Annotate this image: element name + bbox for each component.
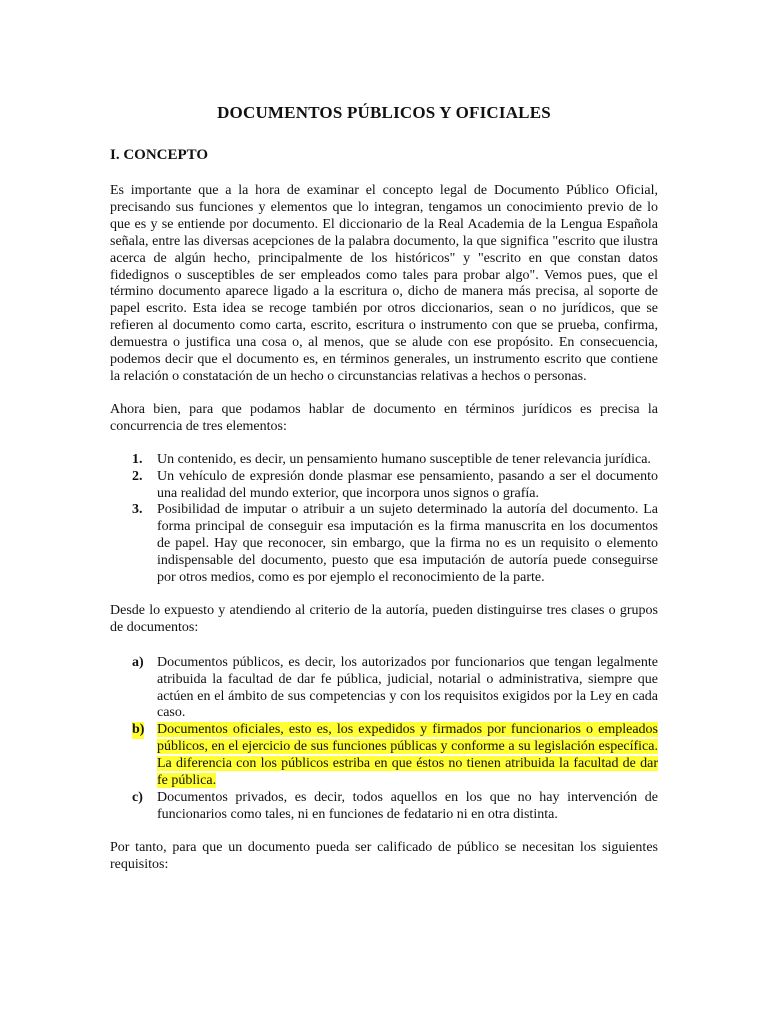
paragraph-concept: Es importante que a la hora de examinar el concepto legal de Documento Público Oficial, precisando sus funciones y elementos que lo integran, tengamos un conocimiento previo de lo que es y se entiende por documento. El diccionario de la Real Academia de la Lengua Española señala, entre las diversas acepciones de la palabra documento, la que significa "escrito que ilustra acerca de algún hecho, principalmente de los históricos" y "escrito en que constan datos fidedignos o susceptibles de ser empleados como tales para probar algo". Vemos pues, que el término documento aparece ligado a la escritura o, dicho de manera más precisa, al soporte de papel escrito. Esta idea se recoge también por otros diccionarios, sean o no jurídicos, que se refieren al documento como carta, escrito, escritura o instrumento con que se prueba, confirma, demuestra o justifica una cosa o, al menos, que se alude con ese propósito. En consecuencia, podemos decir que el documento es, en términos generales, un instrumento escrito que contiene la relación o constatación de un hecho o circunstancias relativas a hechos o personas.	[110, 183, 658, 384]
list-item	[132, 452, 658, 469]
list-marker: b)	[132, 722, 145, 738]
list-item	[132, 790, 658, 824]
list-item-highlighted	[132, 722, 658, 790]
list-item-text: Posibilidad de imputar o atribuir a un sujeto determinado la autoría del documento. La forma principal de conseguir esa imputación es la firma manuscrita en los documentos de papel. Hay que reconocer, sin embargo, que la firma no es un requisito o elemento indispensable del documento, puesto que esa imputación de autoría puede conseguirse por otros medios, como es por ejemplo el reconocimiento de la parte.	[157, 502, 658, 586]
list-marker: 1.	[132, 451, 143, 467]
list-item	[132, 469, 658, 503]
list-marker: c)	[132, 790, 143, 805]
document-title: DOCUMENTOS PÚBLICOS Y OFICIALES	[217, 103, 551, 122]
list-item	[132, 502, 658, 587]
list-marker: 3.	[132, 502, 143, 518]
list-item-text: Un contenido, es decir, un pensamiento humano susceptible de tener relevancia jurídica.	[157, 451, 651, 467]
paragraph-classes-intro: Desde lo expuesto y atendiendo al criterio de la autoría, pueden distinguirse tres clases o grupos de documentos:	[110, 602, 658, 635]
elements-list	[110, 452, 658, 587]
highlighted-text: Documentos oficiales, esto es, los expedidos y firmados por funcionarios o empleados públicos, en el ejercicio de sus funciones públicas y conforme a su legislación específica. La diferencia con los públicos estriba en que éstos no tienen atribuida la facultad de dar fe pública.	[157, 722, 658, 789]
list-marker: 2.	[132, 468, 143, 484]
list-marker: a)	[132, 654, 144, 670]
list-item-text: Un vehículo de expresión donde plasmar ese pensamiento, pasando a ser el documento una realidad del mundo exterior, que incorpora unos signos o grafía.	[157, 468, 658, 501]
list-item-text: Documentos públicos, es decir, los autorizados por funcionarios que tengan legalmente atribuida la facultad de dar fe pública, judicial, notarial o administrativa, siempre que actúen en el ámbito de sus competencias y con los requisitos exigidos por la Ley en cada caso.	[157, 654, 658, 721]
list-item	[132, 655, 658, 723]
document-classes-list	[110, 655, 658, 824]
paragraph-elements-intro: Ahora bien, para que podamos hablar de documento en términos jurídicos es precisa la concurrencia de tres elementos:	[110, 401, 658, 434]
section-heading: I. CONCEPTO	[110, 147, 209, 163]
list-item-text: Documentos privados, es decir, todos aquellos en los que no hay intervención de funcionarios como tales, ni en funciones de fedatario ni en otra distinta.	[157, 790, 658, 822]
paragraph-requirements-intro: Por tanto, para que un documento pueda ser calificado de público se necesitan los siguientes requisitos:	[110, 839, 658, 872]
